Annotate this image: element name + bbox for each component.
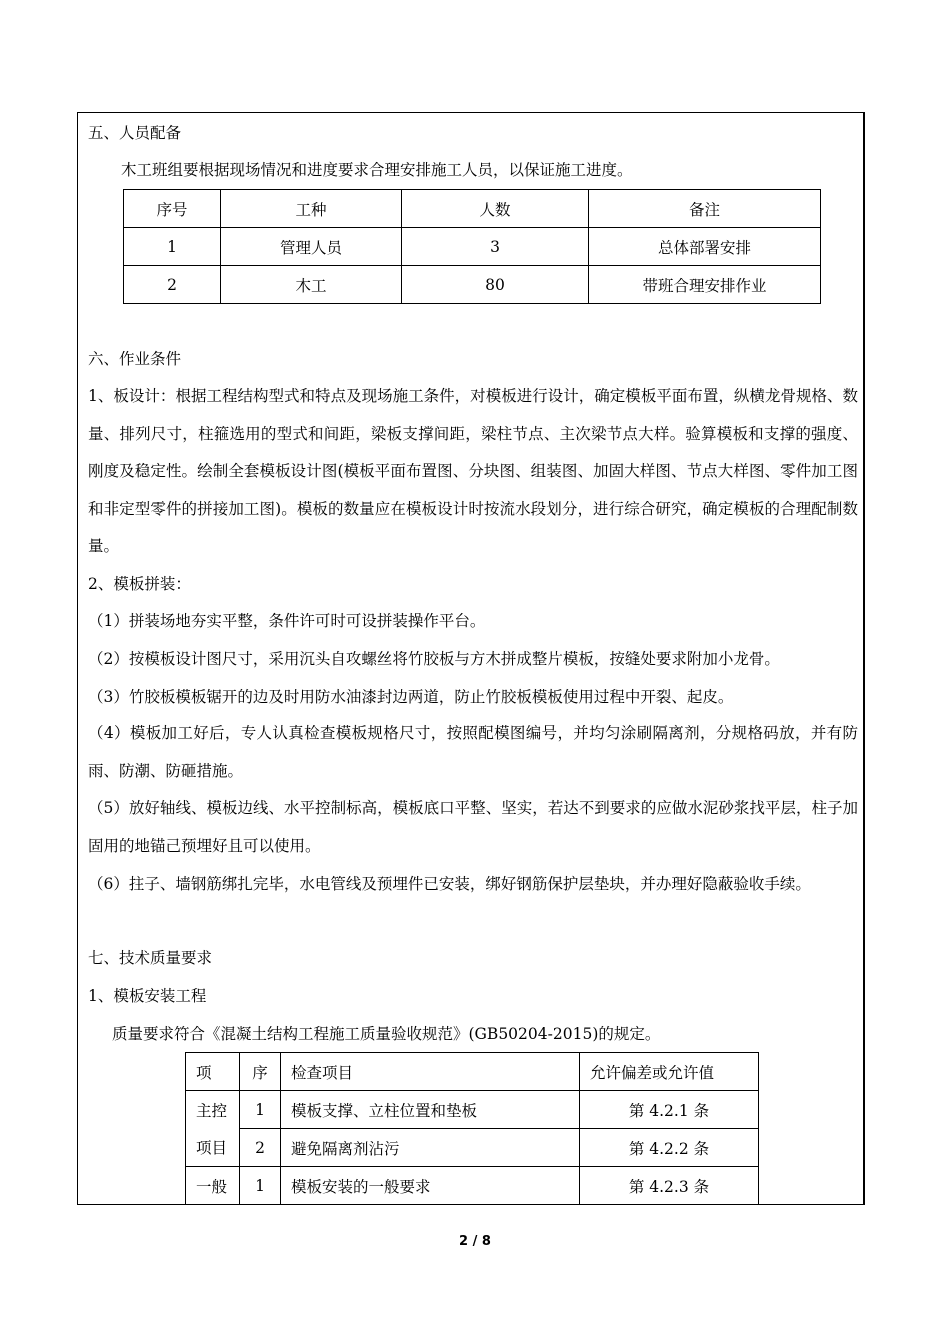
section5-heading: 五、人员配备 (88, 124, 182, 142)
table-cell: 总体部署安排 (589, 228, 821, 266)
table-row (186, 1091, 759, 1129)
table-cell: 第 4.2.2 条 (580, 1129, 759, 1167)
header-cell: 人数 (402, 190, 589, 228)
table-cell: 模板安装的一般要求 (281, 1167, 580, 1205)
table-cell: 第 4.2.1 条 (580, 1091, 759, 1129)
group-label-main: 主控 (186, 1091, 240, 1129)
table-cell: 木工 (221, 266, 402, 304)
table-row (124, 228, 821, 266)
formwork-installation-heading: 1、模板安装工程 (88, 987, 207, 1005)
board-design-paragraph: 1、板设计：根据工程结构型式和特点及现场施工条件，对模板进行设计，确定模板平面布置，纵横龙骨规格、数量、排列尺寸，柱箍选用的型式和间距，梁板支撑间距，梁柱节点、主次梁节点大样。验算模板和支撑的强度、刚度及稳定性。绘制全套模板设计图(模板平面布置图、分块图、组装图、加固大样图、节点大样图、零件加工图和非定型零件的拼接加工图)。模板的数量应在模板设计时按流水段划分，进行综合研究，确定模板的合理配制数量。 (88, 387, 858, 556)
inspection-table (185, 1052, 759, 1205)
table-cell: 1 (240, 1091, 281, 1129)
section7-heading: 七、技术质量要求 (88, 949, 213, 967)
table-cell: 3 (402, 228, 589, 266)
section5-intro: 木工班组要根据现场情况和进度要求合理安排施工人员，以保证施工进度。 (121, 161, 633, 179)
assembly-item-2: （2）按模板设计图尺寸，采用沉头自攻螺丝将竹胶板与方木拼成整片模板，按缝处要求附加小龙骨。 (88, 650, 780, 668)
assembly-item-5: （5）放好轴线、模板边线、水平控制标高，模板底口平整、坚实，若达不到要求的应做水泥砂浆找平层，柱子加固用的地锚己预埋好且可以使用。 (88, 799, 858, 855)
table-header-row (124, 190, 821, 228)
table-row (186, 1167, 759, 1205)
header-cell: 序号 (124, 190, 221, 228)
header-cell: 工种 (221, 190, 402, 228)
table-row (186, 1129, 759, 1167)
section6-heading: 六、作业条件 (88, 350, 182, 368)
page-number: 2 / 8 (459, 1234, 491, 1249)
table-header-row (186, 1053, 759, 1091)
header-cell: 序 (240, 1053, 281, 1091)
table-cell: 第 4.2.3 条 (580, 1167, 759, 1205)
table-cell: 避免隔离剂沾污 (281, 1129, 580, 1167)
header-cell: 检查项目 (281, 1053, 580, 1091)
table-cell: 管理人员 (221, 228, 402, 266)
quality-requirement-text: 质量要求符合《混凝土结构工程施工质量验收规范》(GB50204-2015)的规定。 (112, 1025, 661, 1043)
table-cell: 2 (240, 1129, 281, 1167)
group-label-main-2: 项目 (186, 1129, 240, 1167)
table-cell: 1 (124, 228, 221, 266)
header-cell: 允许偏差或允许值 (580, 1053, 759, 1091)
group-label-general: 一般 (186, 1167, 240, 1205)
table-cell: 2 (124, 266, 221, 304)
table-cell: 1 (240, 1167, 281, 1205)
table-row (124, 266, 821, 304)
table-cell: 带班合理安排作业 (589, 266, 821, 304)
assembly-item-1: （1）拼装场地夯实平整，条件许可时可设拼装操作平台。 (88, 612, 486, 630)
header-cell: 备注 (589, 190, 821, 228)
assembly-heading: 2、模板拼装： (88, 575, 191, 593)
assembly-item-4: （4）模板加工好后，专人认真检查模板规格尺寸，按照配模图编号，并均匀涂刷隔离剂，分规格码放，并有防雨、防潮、防砸措施。 (88, 724, 858, 780)
assembly-item-3: （3）竹胶板模板锯开的边及时用防水油漆封边两道，防止竹胶板模板使用过程中开裂、起皮。 (88, 688, 734, 706)
table-cell: 80 (402, 266, 589, 304)
table-cell: 模板支撑、立柱位置和垫板 (281, 1091, 580, 1129)
staffing-table (123, 189, 821, 304)
assembly-item-6: （6）拄子、墙钢筋绑扎完毕，水电管线及预埋件已安装，绑好钢筋保护层垫块，并办理好隐蔽验收手续。 (88, 875, 811, 893)
header-cell: 项 (186, 1053, 240, 1091)
